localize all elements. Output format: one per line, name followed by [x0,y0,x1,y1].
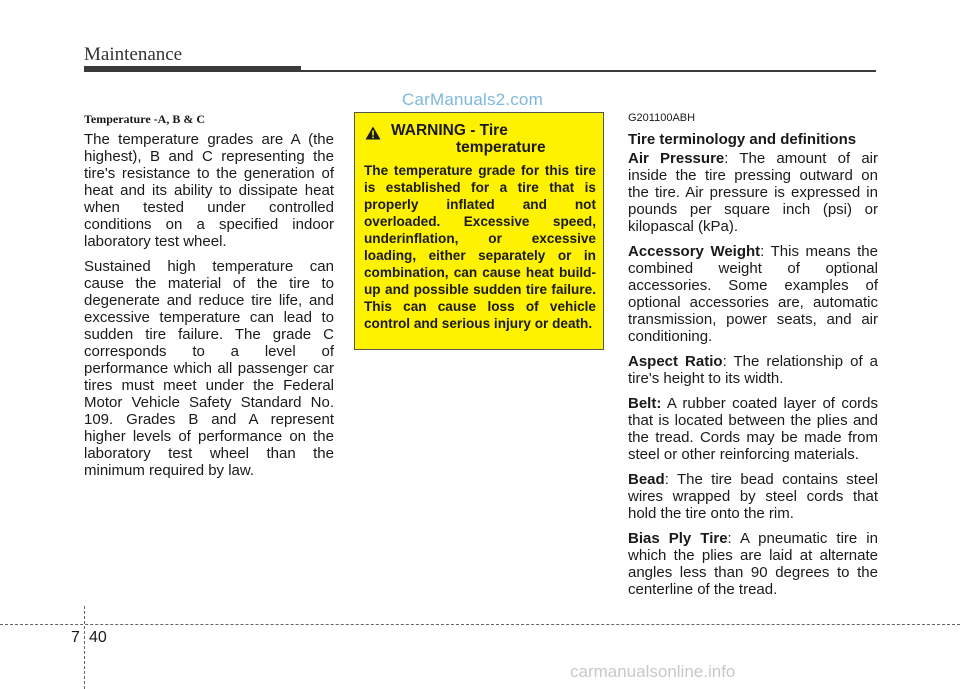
definition-text: This means the combined weight of optional accessories. Some examples of optional accessories are, automatic transmission, power seats, and air conditioning. [628,243,878,345]
header-rule-thin [301,70,876,72]
paragraph: Sustained high temperature can cause the material of the tire to degenerate and reduce tire life, and excessive temperature can lead to sudden tire failure. The grade C corresponds to a level of performance which all passenger car tires must meet under the Federal Motor Vehicle Safety Standard No. 109. Grades B and A represent higher levels of performance on the laboratory test wheel than the minimum required by law. [84,258,334,479]
definition-term: Bead [628,471,665,488]
definition-separator: : [724,150,740,167]
warning-triangle-icon [365,126,381,140]
header-rule-thick [84,66,301,72]
definition-text: The relationship of a tire's height to its width. [628,353,879,387]
warning-title-line2: temperature [456,139,546,156]
definition-separator: : [727,530,740,547]
section-code: G201100ABH [628,112,696,124]
warning-box [354,112,604,350]
definition-text: The tire bead contains steel wires wrapped by steel cords that hold the tire onto the rim. [628,471,878,522]
definition-term: Air Pressure [628,150,725,167]
paragraph: The temperature grades are A (the highest), B and C representing the tire's resistance to the generation of heat and its ability to dissipate heat when tested under controlled conditions on a specified indoor laboratory test wheel. [84,131,334,250]
terminology-title: Tire terminology and definitions [628,131,857,148]
definition-text: A rubber coated layer of cords that is located between the plies and the tread. Cords may be made from steel or other reinforcing materials. [628,395,878,463]
definition-item [628,353,878,387]
definition-item [628,471,878,522]
chapter-number: 7 [71,629,80,646]
footer-divider [84,606,85,689]
footer-rule [0,624,960,625]
left-column [84,112,334,487]
definition-item [628,150,878,235]
definition-text: The amount of air inside the tire pressing outward on the tire. Air pressure is expressed in pounds per square inch (psi) or kilopascal (kPa). [628,150,878,235]
warning-text: The temperature grade for this tire is established for a tire that is properly inflated and not overloaded. Excessive speed, underinflation, or excessive loading, either separately or in combination, can cause heat build-up and possible sudden tire failure. This can cause loss of vehicle control and serious injury or death. [364,163,596,331]
watermark-top: CarManuals2.com [402,90,543,109]
definition-term: Aspect Ratio [628,353,723,370]
section-title: Maintenance [84,44,183,65]
temperature-heading: Temperature -A, B & C [84,112,205,126]
page-number: 40 [89,629,107,646]
right-column [628,112,878,606]
definition-text: A pneumatic tire in which the plies are laid at alternate angles less than 90 degrees to the centerline of the tread. [628,530,878,598]
definition-separator: : [722,353,734,370]
definition-separator: : [664,471,677,488]
definition-separator: : [760,243,771,260]
definition-item [628,530,878,598]
definition-item [628,243,878,345]
watermark-bottom: carmanualsonline.info [570,662,736,681]
warning-title-line1: WARNING - Tire [391,122,508,139]
definition-item [628,395,878,463]
warning-heading [383,122,546,156]
definition-term: Bias Ply Tire [628,530,728,547]
definition-term: Accessory Weight [628,243,761,260]
definition-term: Belt: [628,395,662,412]
